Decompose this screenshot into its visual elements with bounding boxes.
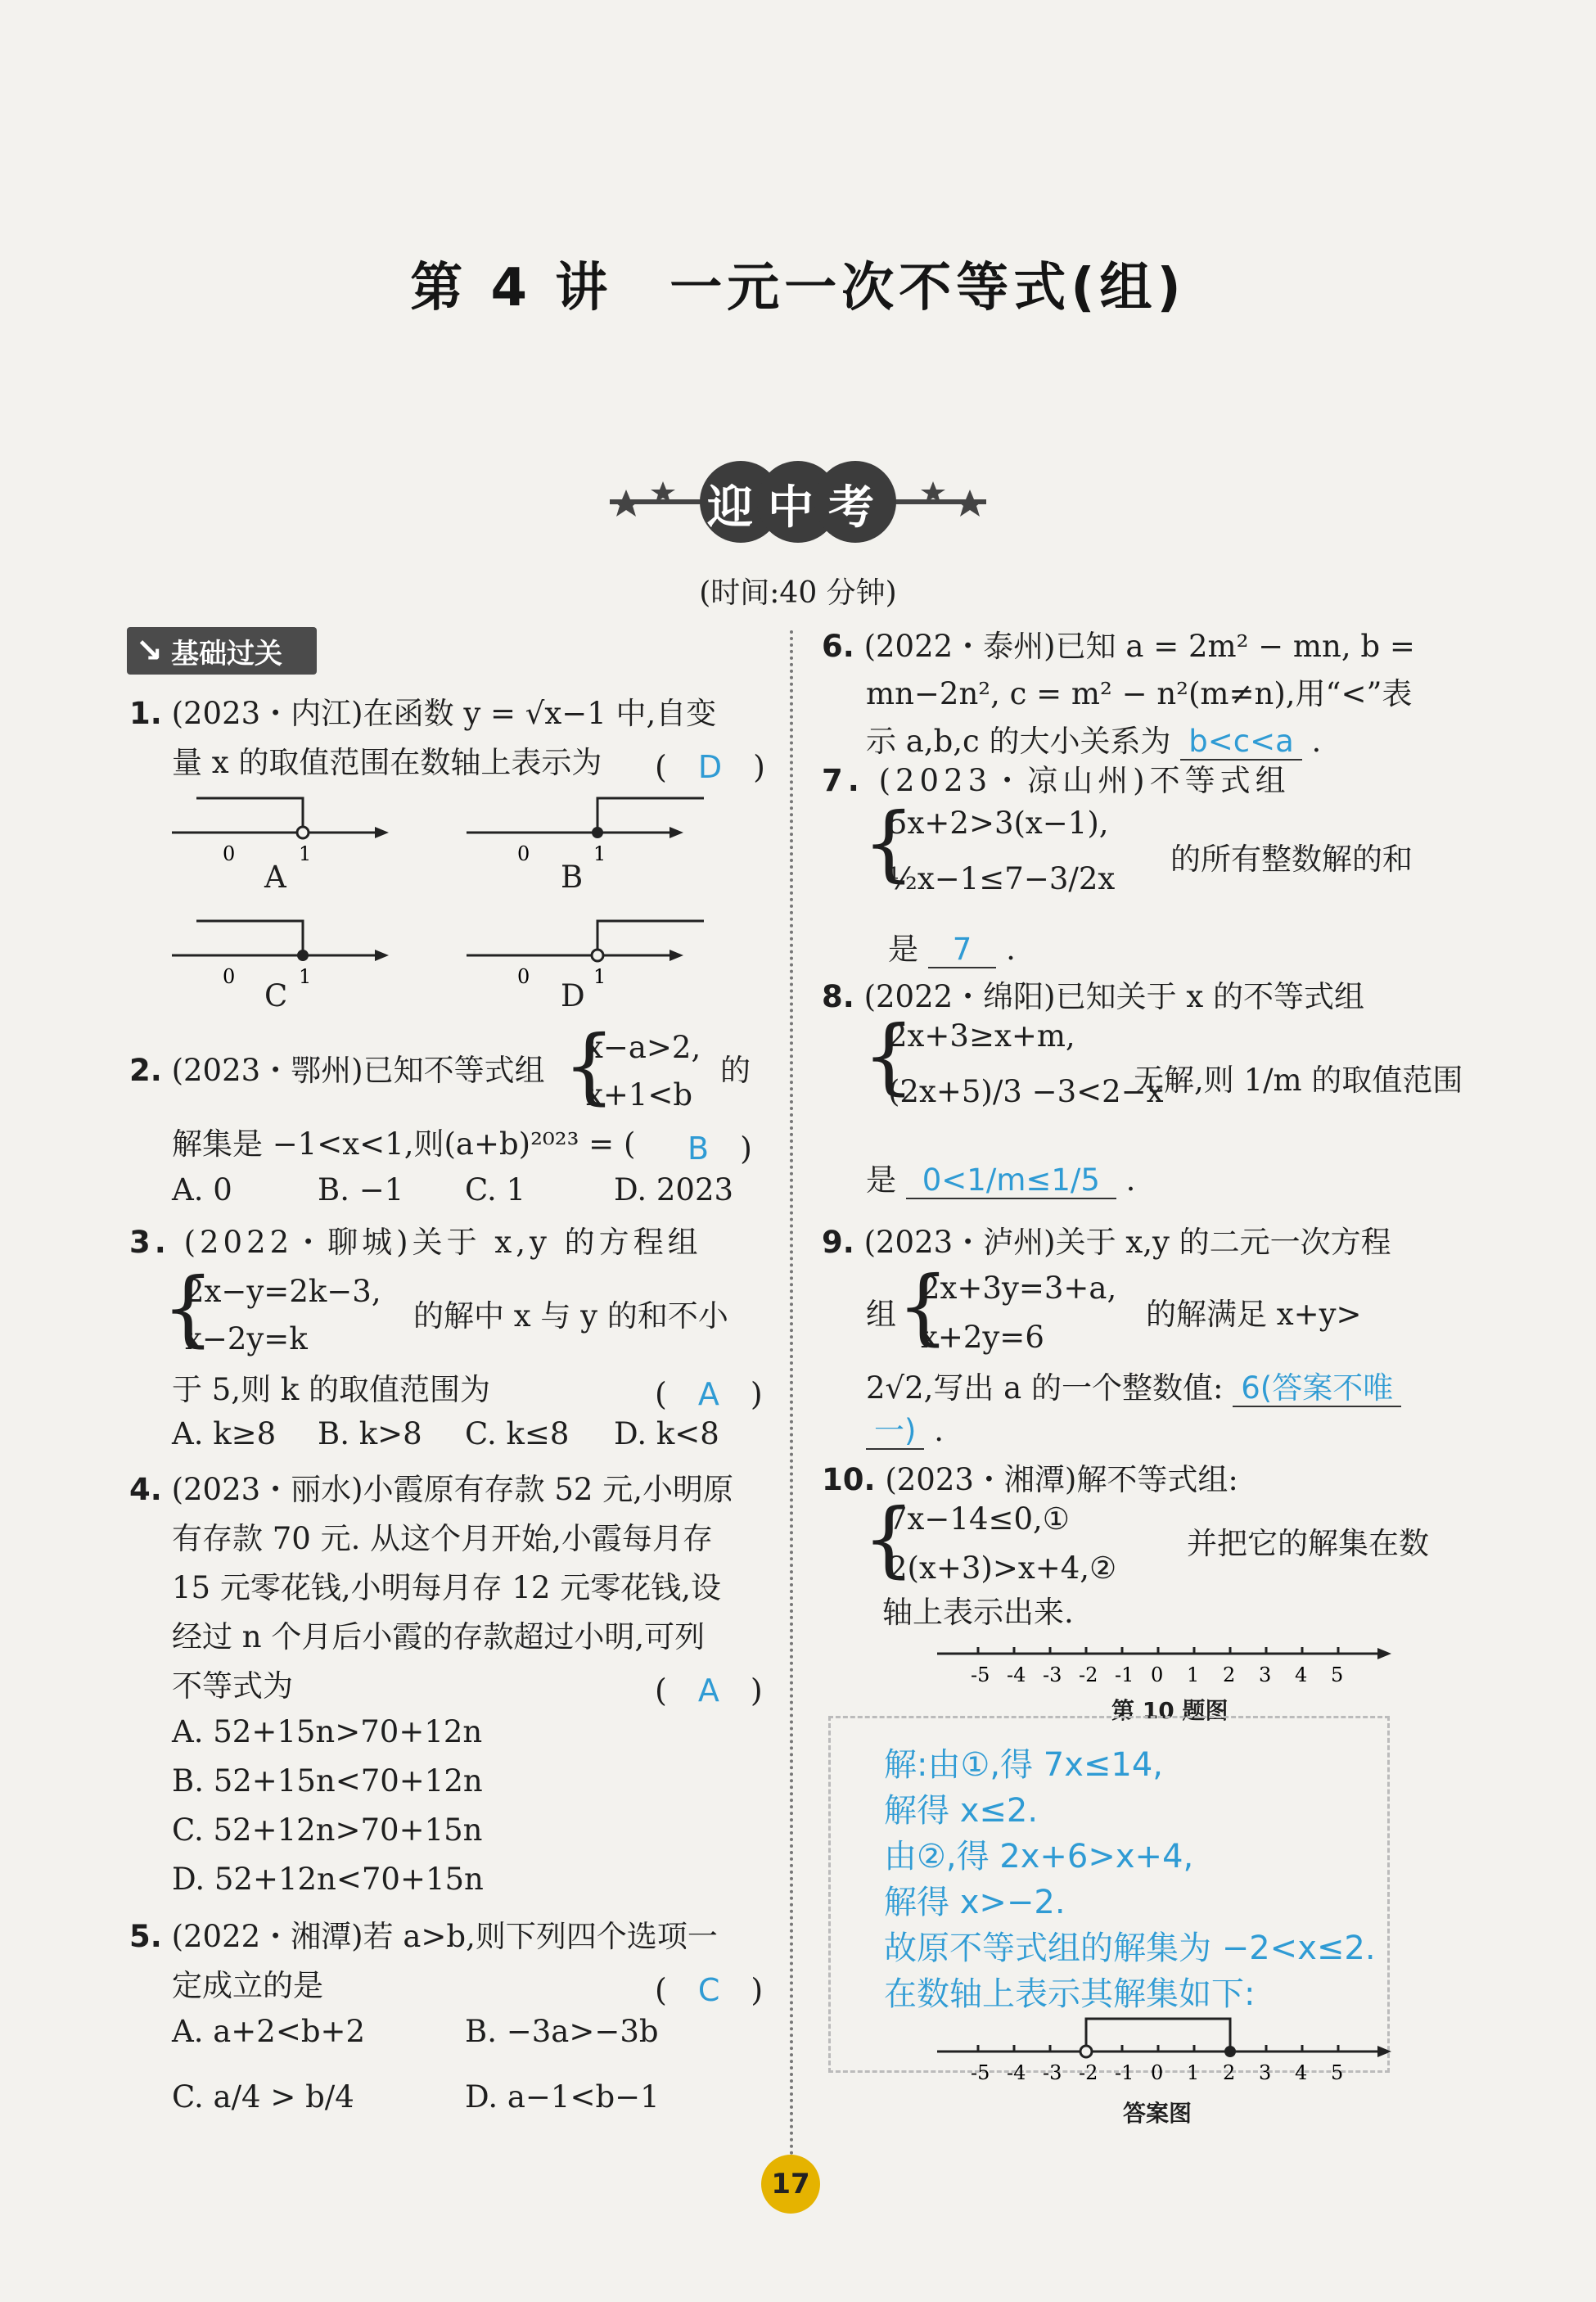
question-7-line2: 是 7 . bbox=[888, 932, 1016, 967]
page-number: 17 bbox=[761, 2155, 820, 2214]
question-number: 6. bbox=[822, 629, 854, 664]
question-number: 9. bbox=[822, 1225, 854, 1260]
banner-text: 迎中考 bbox=[707, 481, 889, 535]
number-line-d bbox=[458, 913, 720, 986]
question-tail: 无解,则 1/m 的取值范围 bbox=[1134, 1063, 1463, 1098]
section-header bbox=[127, 627, 317, 675]
question-text: (2022・聊城)关于 x,y 的方程组 bbox=[183, 1225, 702, 1260]
answer: D bbox=[697, 749, 723, 785]
question-5-line2: 定成立的是 bbox=[172, 1968, 323, 2003]
question-text: 示 a,b,c 的大小关系为 bbox=[866, 724, 1171, 759]
question-4-line3: 15 元零花钱,小明每月存 12 元零花钱,设 bbox=[172, 1570, 721, 1605]
tick-label: 2 bbox=[1223, 1663, 1236, 1686]
answer: B bbox=[688, 1131, 710, 1167]
tick-label: -3 bbox=[1043, 2061, 1062, 2084]
question-tail: 的所有整数解的和 bbox=[1170, 842, 1413, 877]
system-eq-1: 7x−14≤0,① bbox=[888, 1501, 1070, 1537]
tick-label: 0 bbox=[1151, 1663, 1164, 1686]
question-9-line2 bbox=[866, 1364, 1401, 1413]
system-eq-2: x−2y=k bbox=[185, 1321, 308, 1356]
tick-label: 1 bbox=[1187, 1663, 1200, 1686]
solution-line-2: 解得 x≤2. bbox=[884, 1792, 1039, 1830]
tick-label: 5 bbox=[1331, 1663, 1344, 1686]
question-tail: 的解满足 x+y> bbox=[1146, 1297, 1362, 1332]
tick-0: 0 bbox=[223, 842, 236, 864]
question-2 bbox=[129, 1046, 545, 1095]
brace: { bbox=[863, 1491, 915, 1587]
page-title: 第 4 讲 一元一次不等式(组) bbox=[410, 258, 1186, 318]
option-d: D. k<8 bbox=[614, 1416, 719, 1451]
answer-bracket-5: ( C ) bbox=[655, 1972, 764, 2008]
option-c: C. 1 bbox=[465, 1172, 526, 1207]
question-number: 4. bbox=[129, 1472, 162, 1507]
question-text: (2023・泸州)关于 x,y 的二元一次方程 bbox=[863, 1225, 1391, 1260]
system-eq-1: 2x+3≥x+m, bbox=[888, 1018, 1075, 1054]
tick-label: 4 bbox=[1295, 1663, 1308, 1686]
question-text: 2√2,写出 a 的一个整数值: bbox=[866, 1370, 1224, 1406]
figure-caption: 第 10 题图 bbox=[1111, 1697, 1229, 1724]
system-eq-2: ½x−1≤7−3/2x bbox=[888, 861, 1116, 896]
option-c: C. k≤8 bbox=[465, 1416, 570, 1451]
answer: 7 bbox=[928, 932, 997, 968]
answer-bracket-4: ( A ) bbox=[655, 1672, 763, 1708]
time-limit: (时间:40 分钟) bbox=[699, 576, 897, 610]
column-divider bbox=[790, 630, 793, 2169]
option-a: A. k≥8 bbox=[172, 1416, 277, 1451]
arrow-icon: ↘ bbox=[135, 632, 163, 670]
answer-continued: 一) bbox=[866, 1413, 924, 1450]
axis-arrow bbox=[1377, 1648, 1391, 1659]
question-9-line3: 一) . bbox=[866, 1406, 944, 1456]
svg-text:1: 1 bbox=[593, 965, 606, 986]
brace: { bbox=[563, 1018, 615, 1113]
solution-line-3: 由②,得 2x+6>x+4, bbox=[884, 1838, 1194, 1875]
answer: b<c<a bbox=[1180, 724, 1302, 761]
section-label: 基础过关 bbox=[171, 637, 282, 670]
tick-label: 4 bbox=[1295, 2061, 1308, 2084]
answer: 6(答案不唯 bbox=[1233, 1370, 1401, 1407]
tick-label: -4 bbox=[1007, 1663, 1026, 1686]
option-d: D. 52+12n<70+15n bbox=[172, 1862, 484, 1897]
system-eq-2: 2(x+3)>x+4,② bbox=[888, 1550, 1117, 1586]
option-a: A. 0 bbox=[172, 1172, 232, 1207]
brace: { bbox=[863, 1008, 915, 1104]
tick-label: -2 bbox=[1079, 1663, 1098, 1686]
question-text: (2023・凉山州)不等式组 bbox=[878, 763, 1291, 798]
closed-point bbox=[1224, 2046, 1236, 2057]
question-6-line3: 示 a,b,c 的大小关系为 b<c<a . bbox=[866, 724, 1322, 759]
question-text: (2022・湘潭)若 a>b,则下列四个选项一 bbox=[171, 1919, 718, 1954]
answer-bracket-3: ( A ) bbox=[655, 1376, 763, 1412]
question-tail: 的 bbox=[720, 1053, 751, 1088]
svg-text:0: 0 bbox=[517, 842, 530, 864]
brace: { bbox=[863, 795, 915, 891]
question-6 bbox=[822, 622, 1415, 671]
question-tail: 的解中 x 与 y 的和不小 bbox=[413, 1298, 728, 1334]
answer-number-line bbox=[937, 2001, 1395, 2091]
answer: A bbox=[697, 1376, 719, 1412]
tick-label: 2 bbox=[1223, 2061, 1236, 2084]
option-label-c: C bbox=[264, 978, 288, 1013]
system-eq-1: 2x+3y=3+a, bbox=[921, 1271, 1117, 1306]
tick-label: -3 bbox=[1043, 1663, 1062, 1686]
number-line-b bbox=[458, 790, 720, 864]
open-point bbox=[1080, 2046, 1092, 2057]
tick-label: 5 bbox=[1331, 2061, 1344, 2084]
question-2-line2: 解集是 −1<x<1,则(a+b)²⁰²³ = ( bbox=[172, 1126, 636, 1162]
question-4 bbox=[129, 1465, 733, 1514]
svg-text:1: 1 bbox=[299, 965, 312, 986]
question-text: (2023・丽水)小霞原有存款 52 元,小明原 bbox=[171, 1472, 733, 1507]
tick-label: -5 bbox=[971, 2061, 990, 2084]
tick-label: 1 bbox=[1187, 2061, 1200, 2084]
answer: C bbox=[697, 1972, 720, 2008]
solution-line-1: 解:由①,得 7x≤14, bbox=[884, 1746, 1164, 1784]
question-4-line4: 经过 n 个月后小霞的存款超过小明,可列 bbox=[172, 1619, 706, 1654]
question-text: (2022・泰州)已知 a = 2m² − mn, b = bbox=[863, 629, 1415, 664]
tick-label: 3 bbox=[1259, 2061, 1272, 2084]
system-eq-1: x−a>2, bbox=[586, 1030, 701, 1065]
svg-text:0: 0 bbox=[517, 965, 530, 986]
question-number: 10. bbox=[822, 1462, 876, 1497]
question-9-pre: 组 bbox=[866, 1297, 896, 1332]
question-1-line2: 量 x 的取值范围在数轴上表示为 bbox=[172, 745, 602, 780]
question-8-line2: 是 0<1/m≤1/5 . bbox=[866, 1162, 1136, 1198]
brace: { bbox=[897, 1258, 949, 1354]
option-b: B. −1 bbox=[318, 1172, 404, 1207]
option-label-a: A bbox=[264, 860, 286, 895]
option-c: C. a/4 > b/4 bbox=[172, 2079, 354, 2115]
question-text: (2022・绵阳)已知关于 x 的不等式组 bbox=[863, 979, 1364, 1014]
tick-label: 3 bbox=[1259, 1663, 1272, 1686]
question-text: (2023・内江)在函数 y = √x−1 中,自变 bbox=[171, 696, 717, 731]
system-eq-2: (2x+5)/3 −3<2−x bbox=[888, 1074, 1164, 1109]
solution-line-5: 故原不等式组的解集为 −2<x≤2. bbox=[884, 1930, 1376, 1967]
question-number: 5. bbox=[129, 1919, 162, 1954]
option-b: B. k>8 bbox=[318, 1416, 422, 1451]
option-c: C. 52+12n>70+15n bbox=[172, 1812, 483, 1848]
axis-arrow bbox=[1377, 2046, 1391, 2057]
option-d: D. a−1<b−1 bbox=[465, 2079, 660, 2115]
system-eq-2: x+1<b bbox=[586, 1077, 693, 1113]
question-4-line2: 有存款 70 元. 从这个月开始,小霞每月存 bbox=[172, 1521, 713, 1556]
number-line-c bbox=[164, 913, 409, 986]
question-1 bbox=[129, 689, 716, 738]
question-number: 8. bbox=[822, 979, 854, 1014]
banner bbox=[602, 449, 994, 558]
system-eq-2: x+2y=6 bbox=[921, 1320, 1044, 1355]
tick-label: -1 bbox=[1115, 1663, 1134, 1686]
answer-bracket-1: ( D ) bbox=[655, 749, 765, 785]
svg-text:1: 1 bbox=[593, 842, 606, 864]
answer-caption: 答案图 bbox=[1123, 2100, 1192, 2127]
question-3 bbox=[129, 1218, 702, 1267]
option-label-d: D bbox=[561, 978, 585, 1013]
tick-label: 0 bbox=[1151, 2061, 1164, 2084]
system-eq-1: 2x−y=2k−3, bbox=[185, 1274, 381, 1309]
option-b: B. −3a>−3b bbox=[465, 2014, 659, 2049]
answer: A bbox=[697, 1672, 719, 1708]
question-number: 3. bbox=[129, 1225, 170, 1260]
question-tail: 并把它的解集在数 bbox=[1187, 1526, 1429, 1561]
option-label-b: B bbox=[561, 860, 584, 895]
solution-line-6: 在数轴上表示其解集如下: bbox=[884, 1975, 1256, 2013]
question-text: (2023・鄂州)已知不等式组 bbox=[171, 1053, 545, 1088]
tick-label: -4 bbox=[1007, 2061, 1026, 2084]
system-eq-1: 5x+2>3(x−1), bbox=[888, 806, 1109, 841]
option-d: D. 2023 bbox=[614, 1172, 734, 1207]
question-number: 1. bbox=[129, 696, 162, 731]
question-number: 7. bbox=[822, 763, 864, 798]
question-3-line2: 于 5,则 k 的取值范围为 bbox=[172, 1372, 491, 1407]
solution-line-4: 解得 x>−2. bbox=[884, 1884, 1066, 1921]
question-text: 是 bbox=[866, 1162, 896, 1198]
tick-label: -5 bbox=[971, 1663, 990, 1686]
number-line bbox=[937, 1629, 1395, 1690]
tick-1: 1 bbox=[299, 842, 312, 864]
question-6-line2: mn−2n², c = m² − n²(m≠n),用“<”表 bbox=[866, 676, 1413, 711]
option-a: A. a+2<b+2 bbox=[172, 2014, 366, 2049]
svg-text:0: 0 bbox=[223, 965, 236, 986]
question-4-line5: 不等式为 bbox=[172, 1668, 293, 1704]
question-text: 是 bbox=[888, 932, 918, 967]
question-text: (2023・湘潭)解不等式组: bbox=[885, 1462, 1238, 1497]
tick-label: -2 bbox=[1079, 2061, 1098, 2084]
question-number: 2. bbox=[129, 1053, 162, 1088]
option-a: A. 52+15n>70+12n bbox=[172, 1714, 483, 1749]
brace: { bbox=[162, 1260, 214, 1356]
option-b: B. 52+15n<70+12n bbox=[172, 1763, 483, 1799]
question-5 bbox=[129, 1912, 718, 1961]
answer-bracket-2: B ) bbox=[688, 1131, 752, 1167]
tick-label: -1 bbox=[1115, 2061, 1134, 2084]
number-line-a bbox=[164, 790, 409, 864]
question-10-line2: 轴上表示出来. bbox=[882, 1595, 1074, 1630]
answer: 0<1/m≤1/5 bbox=[906, 1162, 1116, 1199]
